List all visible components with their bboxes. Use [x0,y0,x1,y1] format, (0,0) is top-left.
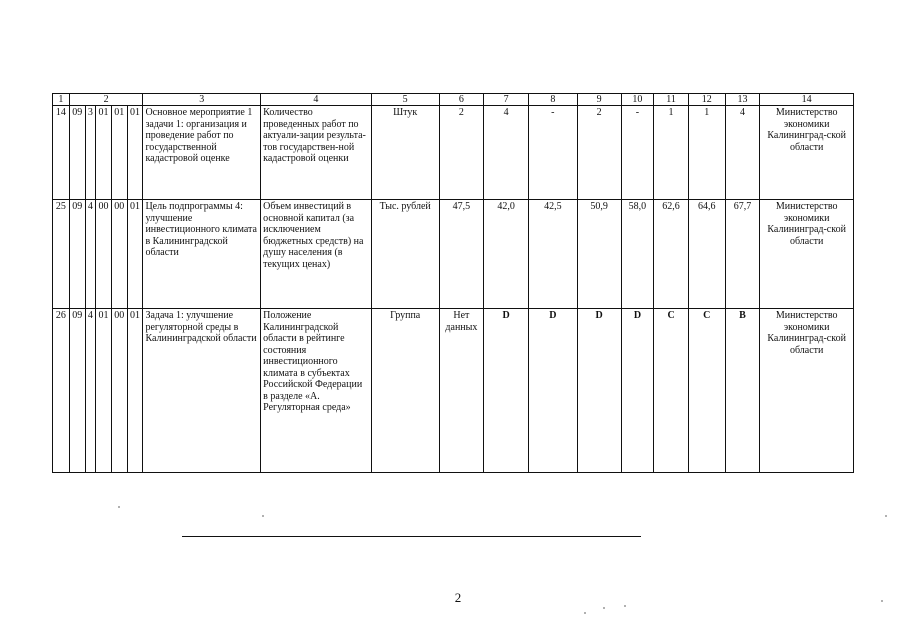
code-cell: 01 [96,106,112,200]
value-cell: 50,9 [577,200,621,309]
table-row [53,309,854,473]
value-cell: C [654,309,689,473]
responsible: Министерство экономики Калининград-ской области [760,200,854,309]
code-cell: 01 [127,106,143,200]
code-cell: 09 [69,309,85,473]
row-number: 25 [53,200,70,309]
code-cell: 4 [85,309,96,473]
code-cell: 01 [127,200,143,309]
header-cell: 3 [143,94,261,106]
value-cell: 2 [577,106,621,200]
code-cell: 00 [96,200,112,309]
value-cell: 42,5 [529,200,577,309]
value-cell: D [483,309,528,473]
value-cell: 4 [725,106,760,200]
activity-name: Основное мероприятие 1 задачи 1: организация и проведение работ по государственной кадастровой оценке [143,106,261,200]
scan-speck [584,612,586,614]
row-number: 14 [53,106,70,200]
header-cell: 1 [53,94,70,106]
value-cell: - [621,106,654,200]
scan-speck [885,515,887,517]
header-cell: 4 [261,94,371,106]
value-cell: 64,6 [688,200,725,309]
indicator-name: Объем инвестиций в основной капитал (за исключением бюджетных средств) на душу населения (в текущих ценах) [261,200,371,309]
value-cell: 47,5 [439,200,483,309]
value-cell: 1 [688,106,725,200]
value-cell: 58,0 [621,200,654,309]
row-number: 26 [53,309,70,473]
page-number: 2 [454,590,462,605]
code-cell: 09 [69,106,85,200]
value-cell: Нет данных [439,309,483,473]
value-cell: D [621,309,654,473]
value-cell: 1 [654,106,689,200]
indicator-name: Положение Калининградской области в рейтинге состояния инвестиционного климата в субъектах Российской Федерации в разделе «А. Регуляторная среда» [261,309,371,473]
code-cell: 01 [127,309,143,473]
value-cell: 42,0 [483,200,528,309]
header-cell: 6 [439,94,483,106]
code-cell: 3 [85,106,96,200]
value-cell: - [529,106,577,200]
value-cell: 67,7 [725,200,760,309]
header-cell: 9 [577,94,621,106]
unit: Тыс. рублей [371,200,439,309]
responsible: Министерство экономики Калининград-ской области [760,309,854,473]
header-cell: 2 [69,94,143,106]
value-cell: D [529,309,577,473]
indicators-table [52,93,854,473]
header-cell: 12 [688,94,725,106]
value-cell: 2 [439,106,483,200]
scan-speck [624,605,626,607]
header-cell: 14 [760,94,854,106]
table-row [53,200,854,309]
value-cell: 62,6 [654,200,689,309]
header-row [53,94,854,106]
value-cell: C [688,309,725,473]
header-cell: 10 [621,94,654,106]
header-cell: 11 [654,94,689,106]
code-cell: 00 [111,200,127,309]
indicator-name: Количество проведенных работ по актуали-зации результа-тов государствен-ной кадастровой оценки [261,106,371,200]
code-cell: 00 [111,309,127,473]
activity-name: Цель подпрограммы 4: улучшение инвестиционного климата в Калининградской области [143,200,261,309]
activity-name: Задача 1: улучшение регуляторной среды в Калининградской области [143,309,261,473]
value-cell: B [725,309,760,473]
responsible: Министерство экономики Калининград-ской области [760,106,854,200]
scan-speck [881,600,883,602]
scan-speck [603,607,605,609]
scan-speck [262,515,264,517]
header-cell: 7 [483,94,528,106]
table-row [53,106,854,200]
value-cell: 4 [483,106,528,200]
separator-line [182,536,641,537]
code-cell: 4 [85,200,96,309]
code-cell: 01 [111,106,127,200]
header-cell: 13 [725,94,760,106]
header-cell: 8 [529,94,577,106]
header-cell: 5 [371,94,439,106]
unit: Штук [371,106,439,200]
code-cell: 09 [69,200,85,309]
unit: Группа [371,309,439,473]
code-cell: 01 [96,309,112,473]
value-cell: D [577,309,621,473]
scan-speck [118,506,120,508]
